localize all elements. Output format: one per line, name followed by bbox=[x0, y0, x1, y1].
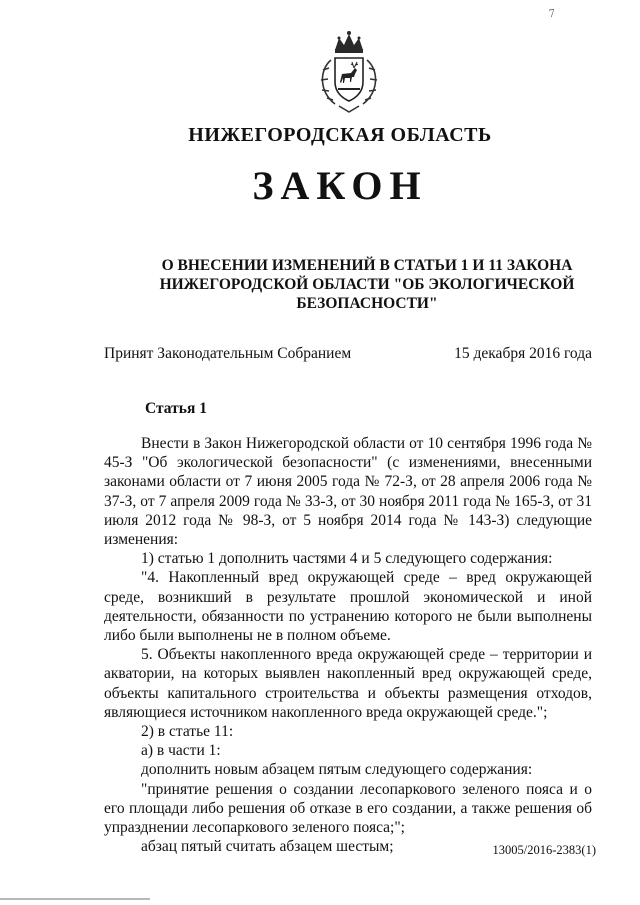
document-type: ЗАКОН bbox=[252, 163, 428, 208]
article-paragraph: абзац пятый считать абзацем шестым; bbox=[141, 838, 394, 856]
crown-icon bbox=[335, 31, 363, 53]
handwritten-page-mark: 7 bbox=[547, 5, 556, 21]
article-paragraph: "принятие решения о создании лесопаркового зеленого пояса и о его площади либо решения об отказе в его создании, а также решения об упразднении лесопаркового зеленого пояса;"; bbox=[104, 780, 592, 837]
law-title bbox=[132, 256, 602, 313]
adoption-date: 15 декабря 2016 года bbox=[454, 345, 592, 362]
article-paragraph: дополнить новым абзацем пятым следующего содержания: bbox=[141, 761, 533, 779]
article-body bbox=[104, 434, 592, 856]
article-paragraph: Внести в Закон Нижегородской области от 10 сентября 1996 года № 45-З "Об экологической безопасности" (с изменениями, внесенными законами области от 7 июня 2005 года № 72-З, от 28 апреля 2006 года № 37-З, от 7 апреля 2009 года № 33-З, от 30 ноября 2011 года № 165-З, от 31 июля 2012 года № 98-З, от 5 ноября 2014 года № 143-З) следующие изменения: bbox=[104, 435, 592, 549]
article-paragraph: 1) статью 1 дополнить частями 4 и 5 следующего содержания: bbox=[141, 550, 553, 568]
adopted-by: Принят Законодательным Собранием bbox=[104, 345, 352, 362]
law-title-line: БЕЗОПАСНОСТИ" bbox=[296, 295, 438, 312]
document-registration-number: 13005/2016-2383(1) bbox=[492, 843, 596, 857]
article-paragraph: 2) в статье 11: bbox=[141, 723, 234, 741]
shield-icon bbox=[335, 58, 363, 101]
law-title-line: НИЖЕГОРОДСКОЙ ОБЛАСТИ "ОБ ЭКОЛОГИЧЕСКОЙ bbox=[159, 276, 575, 293]
article-paragraph: 5. Объекты накопленного вреда окружающей среде – территории и акватории, на которых выявлен накопленный вред окружающей среде, объекты капитального строительства и объекты размещения отходов, являющиеся источником накопленного вреда окружающей среде."; bbox=[104, 646, 592, 721]
adoption-row bbox=[104, 345, 592, 365]
article-paragraph: а) в части 1: bbox=[141, 742, 221, 760]
coat-of-arms-emblem bbox=[309, 30, 389, 115]
region-name: НИЖЕГОРОДСКАЯ ОБЛАСТЬ bbox=[188, 124, 492, 146]
law-title-line: О ВНЕСЕНИИ ИЗМЕНЕНИЙ В СТАТЬИ 1 И 11 ЗАКОНА bbox=[161, 257, 573, 274]
footer-divider bbox=[0, 898, 150, 900]
article-heading: Статья 1 bbox=[145, 400, 207, 417]
article-paragraph: "4. Накопленный вред окружающей среде – вред окружающей среде, возникший в результате прошлой экономической и иной деятельности, обязанности по устранению которого не были выполнены либо были выполнены не в полном объеме. bbox=[104, 569, 592, 645]
